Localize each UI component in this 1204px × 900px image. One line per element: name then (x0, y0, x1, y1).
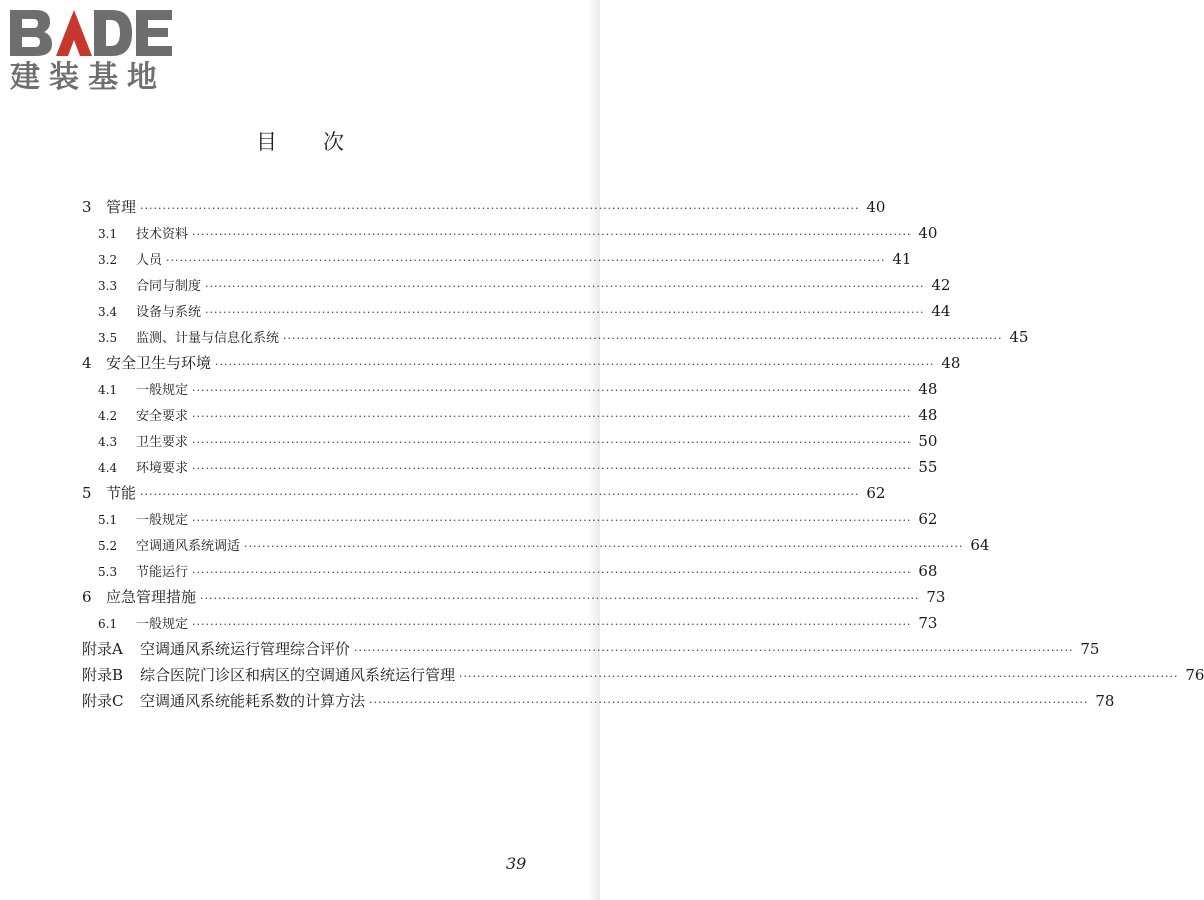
toc-entry-page: 42 (931, 276, 951, 294)
toc-entry-label: 卫生要求 (136, 435, 189, 450)
logo (6, 4, 181, 94)
toc-entry-number: 3 (82, 198, 92, 216)
toc-entry (82, 324, 1029, 350)
toc-entry-page: 40 (866, 198, 886, 216)
toc-entry-label: 一般规定 (136, 513, 189, 528)
toc-dot-leader: ································································································································································ (283, 332, 1003, 345)
toc-entry-page: 78 (1095, 692, 1115, 710)
toc-dot-leader: ································································································································································ (354, 644, 1074, 657)
toc-entry (82, 428, 938, 454)
toc-entry-label: 人员 (136, 253, 163, 268)
toc-entry-page: 62 (918, 510, 938, 528)
toc-entry (82, 610, 938, 636)
toc-entry (82, 350, 961, 376)
toc-entry-page: 45 (1009, 328, 1029, 346)
toc-dot-leader: ································································································································································ (166, 254, 886, 267)
toc-dot-leader: ································································································································································ (192, 384, 912, 397)
toc-entry-page: 73 (926, 588, 946, 606)
toc-entry-number: 3.5 (98, 331, 118, 345)
toc-entry-number: 3.3 (98, 279, 118, 293)
toc-entry-number: 附录A (82, 640, 123, 658)
toc-entry-page: 48 (918, 406, 938, 424)
toc-entry-number: 6 (82, 588, 92, 606)
toc-entry-label: 空调通风系统运行管理综合评价 (140, 640, 351, 658)
toc-entry-number: 4.4 (98, 461, 118, 475)
toc-dot-leader: ································································································································································ (140, 202, 860, 215)
toc-entry-page: 64 (970, 536, 990, 554)
toc-dot-leader: ································································································································································ (369, 696, 1089, 709)
toc-entry-page: 48 (918, 380, 938, 398)
toc-entry-page: 73 (918, 614, 938, 632)
toc-entry-number: 3.1 (98, 227, 118, 241)
toc-entry-number: 4.2 (98, 409, 118, 423)
toc-entry (82, 558, 938, 584)
toc-entry-label: 空调通风系统能耗系数的计算方法 (140, 692, 366, 710)
toc-entry-number: 5.1 (98, 513, 118, 527)
logo-subtitle: 建装基地 (10, 60, 166, 95)
toc-entry-label: 节能运行 (136, 565, 189, 580)
toc-entry (82, 402, 938, 428)
toc-entry-number: 4.3 (98, 435, 118, 449)
toc-dot-leader: ································································································································································ (192, 228, 912, 241)
toc-dot-leader: ································································································································································ (192, 462, 912, 475)
toc-entry-label: 环境要求 (136, 461, 189, 476)
toc-entry-label: 综合医院门诊区和病区的空调通风系统运行管理 (140, 666, 456, 684)
toc-entry (82, 662, 1204, 688)
toc-entry-label: 一般规定 (136, 383, 189, 398)
toc-entry-number: 5 (82, 484, 92, 502)
toc-entry (82, 584, 946, 610)
toc-entry-page: 40 (918, 224, 938, 242)
toc-entry-label: 监测、计量与信息化系统 (136, 331, 280, 346)
toc-entry (82, 194, 886, 220)
toc-dot-leader: ································································································································································ (200, 592, 920, 605)
toc-dot-leader: ································································································································································ (205, 280, 925, 293)
toc-entry (82, 246, 912, 272)
toc-dot-leader: ································································································································································ (459, 670, 1179, 683)
toc-entry-number: 附录B (82, 666, 124, 684)
toc-entry-number: 4.1 (98, 383, 118, 397)
toc-entry (82, 532, 990, 558)
toc-entry (82, 688, 1115, 714)
toc-dot-leader: ································································································································································ (205, 306, 925, 319)
toc-entry-page: 44 (931, 302, 951, 320)
toc-entry (82, 636, 1100, 662)
toc-dot-leader: ································································································································································ (192, 436, 912, 449)
toc-entry (82, 272, 951, 298)
toc-entry-label: 安全要求 (136, 409, 189, 424)
toc-entry-number: 附录C (82, 692, 124, 710)
toc-entry (82, 220, 938, 246)
toc-dot-leader: ································································································································································ (244, 540, 964, 553)
toc-entry-label: 一般规定 (136, 617, 189, 632)
toc-entry-label: 设备与系统 (136, 305, 202, 320)
toc-entry-number: 5.3 (98, 565, 118, 579)
toc-entry (82, 376, 938, 402)
toc-entry-label: 技术资料 (136, 227, 189, 242)
toc-entry-number: 3.4 (98, 305, 118, 319)
toc-entry-number: 5.2 (98, 539, 118, 553)
logo-wordmark (6, 4, 176, 62)
toc-dot-leader: ································································································································································ (192, 618, 912, 631)
toc-dot-leader: ································································································································································ (140, 488, 860, 501)
toc-entry-page: 76 (1185, 666, 1204, 684)
toc-dot-leader: ································································································································································ (192, 514, 912, 527)
toc-entry-page: 55 (918, 458, 938, 476)
toc-entry-label: 应急管理措施 (106, 588, 197, 606)
page-title: 目次 (256, 130, 390, 154)
toc-entry-label: 安全卫生与环境 (106, 354, 212, 372)
toc-entry-page: 50 (918, 432, 938, 450)
toc-entry-page: 48 (941, 354, 961, 372)
toc-entry-number: 3.2 (98, 253, 118, 267)
page-number: 39 (506, 854, 527, 873)
toc-entry-page: 68 (918, 562, 938, 580)
toc-entry-number: 6.1 (98, 617, 118, 631)
toc-entry (82, 298, 951, 324)
toc-entry-page: 41 (892, 250, 912, 268)
toc-entry-label: 节能 (106, 484, 137, 502)
toc-entry-page: 62 (866, 484, 886, 502)
toc-dot-leader: ································································································································································ (192, 410, 912, 423)
toc-entry-label: 合同与制度 (136, 279, 202, 294)
toc-entry-label: 管理 (106, 198, 137, 216)
toc-entry (82, 454, 938, 480)
toc-entry-number: 4 (82, 354, 92, 372)
toc-dot-leader: ································································································································································ (215, 358, 935, 371)
toc-entry (82, 480, 886, 506)
toc-entry-label: 空调通风系统调适 (136, 539, 241, 554)
toc-dot-leader: ································································································································································ (192, 566, 912, 579)
toc-entry (82, 506, 938, 532)
toc-entry-page: 75 (1080, 640, 1100, 658)
table-of-contents (82, 194, 1204, 714)
